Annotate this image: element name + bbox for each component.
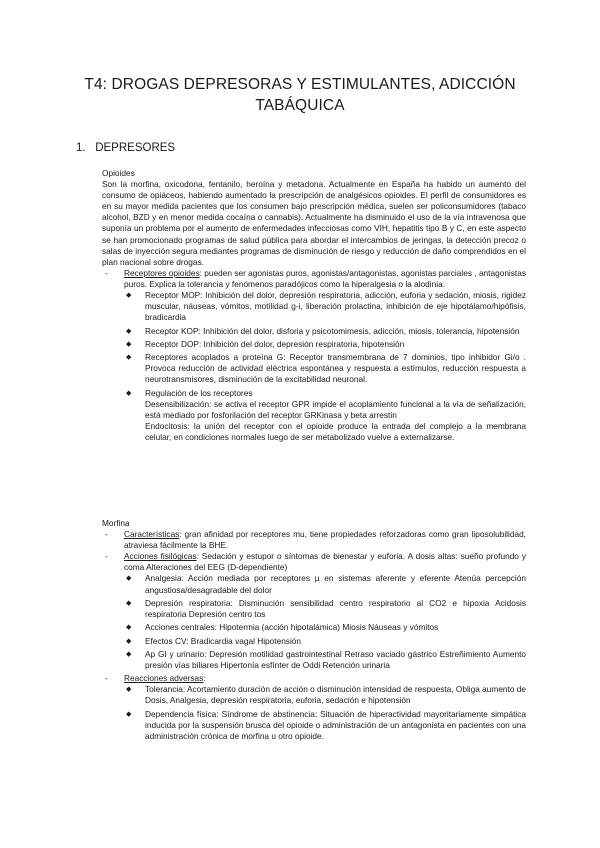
reacciones-item: [102, 673, 526, 684]
list-item-text: Acciones centrales: Hipotermia (acción hipotalámica) Miosis Náuseas y vómitos: [145, 622, 439, 633]
reacciones-label: Reacciones adversas: [124, 673, 204, 684]
list-item: [126, 635, 526, 647]
bullet-icon: ◆: [126, 599, 132, 607]
opioides-block: [102, 168, 526, 445]
dash-marker: -: [105, 529, 108, 540]
list-item-text: Depresión respiratoria: Disminución sensibilidad centro respiratorio al CO2 e hipoxia Acidosis respiratoria Depresión centro tos: [145, 597, 526, 619]
list-item: [126, 325, 526, 337]
receptores-opioides-item: [102, 268, 526, 290]
bullet-icon: ◆: [126, 686, 132, 694]
title-line-2: TABÁQUICA: [255, 97, 345, 114]
list-item: [126, 573, 526, 595]
reacciones-list: [102, 684, 526, 742]
acciones-label: Acciones fisilógicas: [124, 551, 197, 562]
list-item-text: Ap GI y urinario: Depresión motilidad gastrointestinal Retraso vaciado gástrico Estreñimiento Aumento presión vías biliares Hipertonía esfínter de Oddi Retención urinaria: [145, 648, 526, 670]
bullet-icon: ◆: [126, 650, 132, 658]
morfina-block: [102, 518, 526, 744]
bullet-icon: ◆: [126, 327, 132, 335]
opioides-heading: Opioides: [102, 168, 135, 178]
document-title: [60, 74, 540, 116]
bullet-icon: ◆: [126, 624, 132, 632]
list-item-text: Receptor KOP: Inhibición del dolor, disforia y psicotomimesis, adicción, miosis, tolerancia, hipotensión: [145, 325, 520, 336]
list-item: [126, 648, 526, 671]
bullet-icon: ◆: [126, 637, 132, 645]
list-item-text: Receptor MOP: Inhibición del dolor, depresión respiratoria, adicción, euforia y sedación, miosis, rigidez muscular, náuseas, vómitos, motilidad g-i, liberación prolactina, inhibición de eje hipotálamo/hipófisis, bradicardia: [145, 290, 526, 323]
list-item-text: Dependencia física: Síndrome de abstinencia: Situación de hiperactividad mayoritariamente simpática inducida por la suspensión brusca del opioide o administración de un antagonista en pacientes con una administración crónica de morfina u otro opioide.: [145, 708, 526, 741]
acciones-item: [102, 551, 526, 573]
list-item: [126, 352, 526, 385]
list-item: [126, 338, 526, 350]
dash-marker: -: [105, 267, 108, 278]
bullet-icon: ◆: [126, 575, 132, 583]
morfina-heading: Morfina: [102, 518, 130, 528]
receptores-opioides-text: : pueden ser agonistas puros, agonistas/antagonistas, agonistas parciales , antagonistas puros. Explica la tolerancia y fenómenos paradójicos como la hiperalgesia o la alodinia.: [124, 267, 526, 289]
section-label: DEPRESORES: [95, 142, 176, 154]
list-item-text: Receptor DOP: Inhibición del dolor, depresión respiratoria, hipotensión: [145, 338, 405, 349]
title-line-1: T4: DROGAS DEPRESORAS Y ESTIMULANTES, ADICCIÓN: [84, 76, 516, 93]
dash-marker: -: [105, 673, 108, 684]
reacciones-colon: :: [203, 673, 206, 684]
desensibilizacion-text: Desensibilización: se activa el receptor GPR impide el acoplamiento funcional a la vía de señalización, está mediado por fosforilación del receptor GRKinasa y beta arrestin: [145, 398, 526, 420]
bullet-icon: ◆: [126, 292, 132, 300]
list-item-text: Efectos CV: Bradicardia vagal Hipotensión: [145, 635, 302, 646]
regulacion-label: Regulación de los receptores: [145, 387, 253, 398]
section-number: 1.: [76, 142, 86, 154]
list-item: [126, 597, 526, 620]
list-item-regulacion: [126, 387, 526, 443]
list-item: [126, 684, 526, 706]
acciones-text: : Sedación y estupor o síntomas de bienestar y euforia. A dosis altas: sueño profundo y coma Alteraciones del EEG (D-dependiente): [124, 551, 526, 573]
bullet-icon: ◆: [126, 389, 132, 397]
list-item: [126, 290, 526, 323]
receptores-opioides-label: Receptores opioides: [124, 267, 200, 278]
acciones-list: [102, 573, 526, 671]
bullet-icon: ◆: [126, 354, 132, 362]
opioides-intro: Son la morfina, oxicodona, fentanilo, heroína y metadona. Actualmente en España ha habido un aumento del consumo de opiáceos, habiendo aumentado la prescripción de analgésicos opioides. El perfil de consumidores es en su mayor medida pacientes que los consumen bajo prescripción médica, suelen ser policonsumidores (tabaco alcohol, BZD y en menor medida cocaína o cannabis). Actualmente ha disminuido el uso de la vía intravenosa que suponía un problema por el aumento de enfermedades infecciosas como VIH, hepatitis tipo B y C, en este aspecto se han promocionado programas de salud pública para abordar el intercambios de jeringas, la detección precoz o salas de inyección segura mediantes programas de disminución de riesgo y reducción de daño comprendidos en el plan nacional sobre drogas.: [102, 179, 526, 267]
caracteristicas-item: [102, 529, 526, 551]
caracteristicas-text: : gran afinidad por receptores mu, tiene propiedades reforzadoras como gran liposolubilidad, atraviesa fácilmente la BHE.: [124, 529, 526, 551]
endocitosis-text: Endocitosis: la unión del receptor con el opioide produce la entrada del complejo a la membrana celular, en condiciones normales luego de ser metabolizado vuelve a externalizarse.: [145, 420, 526, 442]
dash-marker: -: [105, 551, 108, 562]
list-item-text: Analgesia: Acción mediada por receptores µ en sistemas aferente y eferente Atenúa percepción angustiosa/desagradable del dolor: [145, 573, 526, 595]
bullet-icon: ◆: [126, 340, 132, 348]
list-item-text: Tolerancia: Acortamiento duración de acción o disminución intensidad de respuesta, Obliga aumento de Dosis, Analgesia, depresión respiratoria, euforia, sedación e hipotensión: [145, 684, 526, 706]
list-item: [126, 708, 526, 742]
bullet-icon: ◆: [126, 710, 132, 718]
section-heading-depresores: [76, 142, 175, 154]
list-item-text: Receptores acoplados a proteína G: Receptor transmembrana de 7 dominios, tipo inhibidor Gi/o . Provoca reducción de actividad eléctrica espontánea y respuesta a estímulos, reducción respuesta a neurotransmisores, disminución de la excitabilidad neuronal.: [145, 352, 526, 385]
receptores-list: [102, 290, 526, 443]
list-item: [126, 622, 526, 633]
caracteristicas-label: Características: [124, 529, 180, 540]
